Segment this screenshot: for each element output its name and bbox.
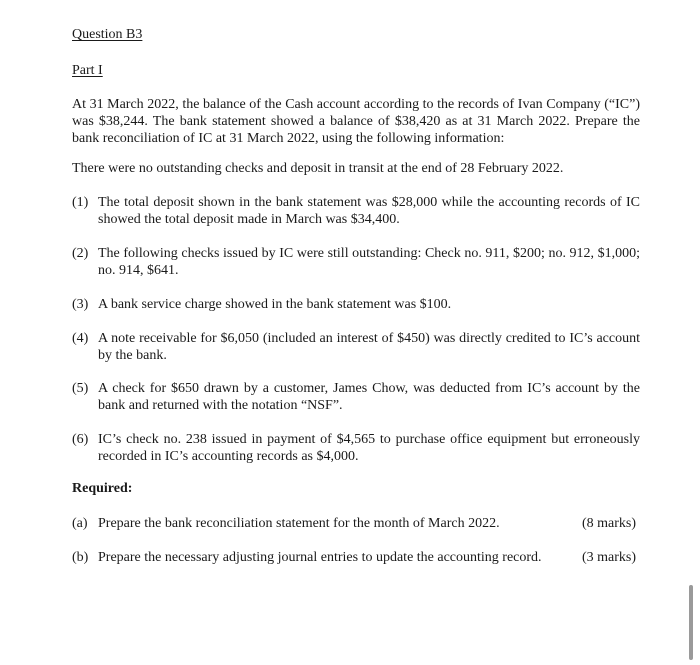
list-item-number: (1) [72,195,89,210]
required-item-letter: (a) [72,516,88,531]
list-item-number: (5) [72,381,89,396]
list-item [72,194,640,228]
part-title: Part I [72,63,103,78]
scrollbar-thumb[interactable] [689,585,693,660]
list-item-text: IC’s check no. 238 issued in payment of $4,565 to purchase office equipment but erroneously recorded in IC’s accounting records as $4,000. [98,432,640,464]
required-heading: Required: [72,481,133,496]
list-item [72,330,640,364]
no-outstanding-note: There were no outstanding checks and deposit in transit at the end of 28 February 2022. [72,161,564,176]
list-item-text: A bank service charge showed in the bank statement was $100. [98,297,452,312]
required-item-marks: (8 marks) [581,516,636,531]
list-item-number: (4) [72,331,89,346]
list-item-number: (2) [72,246,89,261]
list-item [72,245,640,279]
required-item-text: Prepare the necessary adjusting journal entries to update the accounting record. [98,550,542,565]
list-item [72,380,640,414]
list-item [72,431,640,465]
list-item-number: (6) [72,432,89,447]
list-item [72,296,640,313]
list-item-text: The following checks issued by IC were still outstanding: Check no. 911, $200; no. 912, $1,000; no. 914, $641. [98,246,640,278]
required-item-letter: (b) [72,550,89,565]
question-title: Question B3 [72,27,143,42]
required-item-marks: (3 marks) [581,550,636,565]
list-item-number: (3) [72,297,89,312]
list-item-text: A note receivable for $6,050 (included an interest of $450) was directly credited to IC’s account by the bank. [98,331,640,363]
intro-paragraph: At 31 March 2022, the balance of the Cash account according to the records of Ivan Company (“IC”) was $38,244. The bank statement showed a balance of $38,420 as at 31 March 2022. Prepare the bank reconciliation of IC at 31 March 2022, using the following information: [72,97,640,146]
list-item-text: The total deposit shown in the bank statement was $28,000 while the accounting records of IC showed the total deposit made in March was $34,400. [98,195,640,227]
required-item-text: Prepare the bank reconciliation statement for the month of March 2022. [98,516,500,531]
list-item-text: A check for $650 drawn by a customer, James Chow, was deducted from IC’s account by the bank and returned with the notation “NSF”. [98,381,640,413]
